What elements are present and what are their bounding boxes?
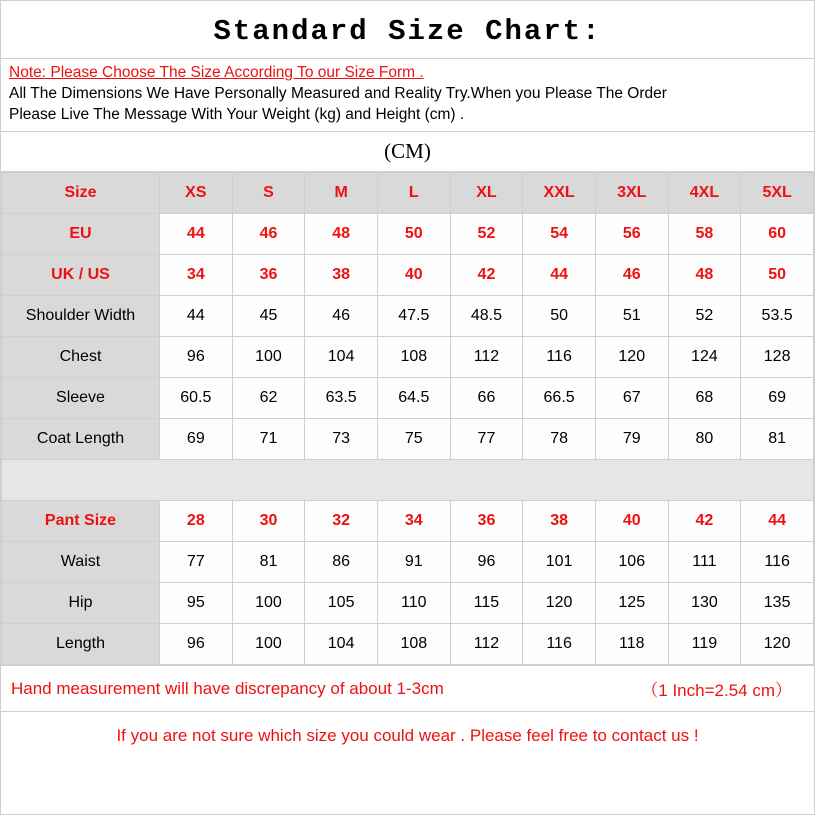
table-row <box>2 214 814 255</box>
cell-sleeve-m: 63.5 <box>305 378 378 419</box>
cell-shoulder-xxl: 50 <box>523 296 596 337</box>
cell-pant-6: 38 <box>523 501 596 542</box>
cell-pant-3: 32 <box>305 501 378 542</box>
row-label-coat-length: Coat Length <box>2 419 160 460</box>
cell-sleeve-xs: 60.5 <box>160 378 233 419</box>
page-title: Standard Size Chart: <box>213 15 602 48</box>
header-cell-xl: XL <box>450 173 523 214</box>
cell-hip-5: 115 <box>450 583 523 624</box>
table-row <box>2 583 814 624</box>
table-row <box>2 378 814 419</box>
cell-ukus-xs: 34 <box>160 255 233 296</box>
cell-pant-9: 44 <box>741 501 814 542</box>
cell-hip-4: 110 <box>377 583 450 624</box>
cell-eu-xl: 52 <box>450 214 523 255</box>
table-row <box>2 624 814 665</box>
note-line-2: All The Dimensions We Have Personally Measured and Reality Try.When you Please The Order <box>9 85 667 103</box>
row-label-length: Length <box>2 624 160 665</box>
table-row <box>2 337 814 378</box>
row-label-waist: Waist <box>2 542 160 583</box>
cell-pant-2: 30 <box>232 501 305 542</box>
row-label-pant-size: Pant Size <box>2 501 160 542</box>
cell-hip-7: 125 <box>595 583 668 624</box>
cell-eu-l: 50 <box>377 214 450 255</box>
cell-sleeve-s: 62 <box>232 378 305 419</box>
header-cell-3xl: 3XL <box>595 173 668 214</box>
cell-ukus-s: 36 <box>232 255 305 296</box>
footer-measurement-row <box>1 665 814 712</box>
cell-ukus-3xl: 46 <box>595 255 668 296</box>
cell-shoulder-3xl: 51 <box>595 296 668 337</box>
cell-eu-xs: 44 <box>160 214 233 255</box>
cell-coat-l: 75 <box>377 419 450 460</box>
cell-chest-xs: 96 <box>160 337 233 378</box>
cell-length-5: 112 <box>450 624 523 665</box>
cell-eu-s: 46 <box>232 214 305 255</box>
cell-ukus-m: 38 <box>305 255 378 296</box>
cell-coat-s: 71 <box>232 419 305 460</box>
cell-shoulder-m: 46 <box>305 296 378 337</box>
cell-waist-9: 116 <box>741 542 814 583</box>
table-spacer-row <box>2 460 814 501</box>
cell-ukus-5xl: 50 <box>741 255 814 296</box>
row-label-eu: EU <box>2 214 160 255</box>
cell-length-2: 100 <box>232 624 305 665</box>
header-cell-xxl: XXL <box>523 173 596 214</box>
cell-coat-3xl: 79 <box>595 419 668 460</box>
cell-pant-8: 42 <box>668 501 741 542</box>
cell-chest-s: 100 <box>232 337 305 378</box>
inch-conversion-note: （1 Inch=2.54 cm） <box>641 681 792 701</box>
table-row <box>2 542 814 583</box>
table-row <box>2 501 814 542</box>
header-cell-size: Size <box>2 173 160 214</box>
cell-sleeve-5xl: 69 <box>741 378 814 419</box>
cell-waist-3: 86 <box>305 542 378 583</box>
cell-ukus-xl: 42 <box>450 255 523 296</box>
cell-hip-9: 135 <box>741 583 814 624</box>
cell-coat-5xl: 81 <box>741 419 814 460</box>
cell-shoulder-xs: 44 <box>160 296 233 337</box>
cell-ukus-xxl: 44 <box>523 255 596 296</box>
cell-waist-6: 101 <box>523 542 596 583</box>
cell-shoulder-l: 47.5 <box>377 296 450 337</box>
cell-eu-m: 48 <box>305 214 378 255</box>
table-row <box>2 255 814 296</box>
cell-ukus-4xl: 48 <box>668 255 741 296</box>
header-cell-m: M <box>305 173 378 214</box>
cell-coat-xl: 77 <box>450 419 523 460</box>
cell-sleeve-l: 64.5 <box>377 378 450 419</box>
row-label-uk-us: UK / US <box>2 255 160 296</box>
cell-hip-3: 105 <box>305 583 378 624</box>
note-red-line: Note: Please Choose The Size According To our Size Form . <box>9 64 424 81</box>
cell-waist-5: 96 <box>450 542 523 583</box>
cell-chest-l: 108 <box>377 337 450 378</box>
cell-shoulder-4xl: 52 <box>668 296 741 337</box>
cell-length-6: 116 <box>523 624 596 665</box>
cell-coat-xs: 69 <box>160 419 233 460</box>
header-cell-5xl: 5XL <box>741 173 814 214</box>
cell-length-7: 118 <box>595 624 668 665</box>
cell-length-8: 119 <box>668 624 741 665</box>
cell-pant-1: 28 <box>160 501 233 542</box>
cell-shoulder-s: 45 <box>232 296 305 337</box>
cell-ukus-l: 40 <box>377 255 450 296</box>
cell-chest-xl: 112 <box>450 337 523 378</box>
cell-sleeve-3xl: 67 <box>595 378 668 419</box>
spacer-cell <box>2 460 814 501</box>
cell-sleeve-xxl: 66.5 <box>523 378 596 419</box>
cell-waist-8: 111 <box>668 542 741 583</box>
cell-hip-8: 130 <box>668 583 741 624</box>
cell-chest-4xl: 124 <box>668 337 741 378</box>
cell-hip-2: 100 <box>232 583 305 624</box>
cell-coat-m: 73 <box>305 419 378 460</box>
header-cell-s: S <box>232 173 305 214</box>
cell-hip-1: 95 <box>160 583 233 624</box>
cell-chest-5xl: 128 <box>741 337 814 378</box>
contact-note: If you are not sure which size you could wear . Please feel free to contact us ! <box>116 726 699 746</box>
table-row <box>2 296 814 337</box>
cell-length-3: 104 <box>305 624 378 665</box>
cell-hip-6: 120 <box>523 583 596 624</box>
header-cell-4xl: 4XL <box>668 173 741 214</box>
row-label-sleeve: Sleeve <box>2 378 160 419</box>
note-line-3: Please Live The Message With Your Weight (kg) and Height (cm) . <box>9 105 465 123</box>
cell-coat-4xl: 80 <box>668 419 741 460</box>
unit-row: (CM) <box>1 132 814 172</box>
cell-length-9: 120 <box>741 624 814 665</box>
header-cell-xs: XS <box>160 173 233 214</box>
cell-eu-xxl: 54 <box>523 214 596 255</box>
cell-coat-xxl: 78 <box>523 419 596 460</box>
size-table-top <box>1 172 814 665</box>
cell-waist-2: 81 <box>232 542 305 583</box>
cell-length-1: 96 <box>160 624 233 665</box>
cell-pant-4: 34 <box>377 501 450 542</box>
cell-length-4: 108 <box>377 624 450 665</box>
cell-shoulder-5xl: 53.5 <box>741 296 814 337</box>
header-cell-l: L <box>377 173 450 214</box>
table-row <box>2 419 814 460</box>
note-block <box>1 58 814 132</box>
row-label-shoulder-width: Shoulder Width <box>2 296 160 337</box>
cell-eu-3xl: 56 <box>595 214 668 255</box>
cell-chest-3xl: 120 <box>595 337 668 378</box>
cell-eu-5xl: 60 <box>741 214 814 255</box>
cell-pant-7: 40 <box>595 501 668 542</box>
cell-pant-5: 36 <box>450 501 523 542</box>
cell-eu-4xl: 58 <box>668 214 741 255</box>
cell-sleeve-4xl: 68 <box>668 378 741 419</box>
row-label-chest: Chest <box>2 337 160 378</box>
row-label-hip: Hip <box>2 583 160 624</box>
cell-sleeve-xl: 66 <box>450 378 523 419</box>
cell-waist-1: 77 <box>160 542 233 583</box>
cell-shoulder-xl: 48.5 <box>450 296 523 337</box>
measurement-note: Hand measurement will have discrepancy of about 1-3cm <box>11 678 444 698</box>
cell-chest-m: 104 <box>305 337 378 378</box>
cell-waist-4: 91 <box>377 542 450 583</box>
cell-chest-xxl: 116 <box>523 337 596 378</box>
cell-waist-7: 106 <box>595 542 668 583</box>
table-header-row <box>2 173 814 214</box>
